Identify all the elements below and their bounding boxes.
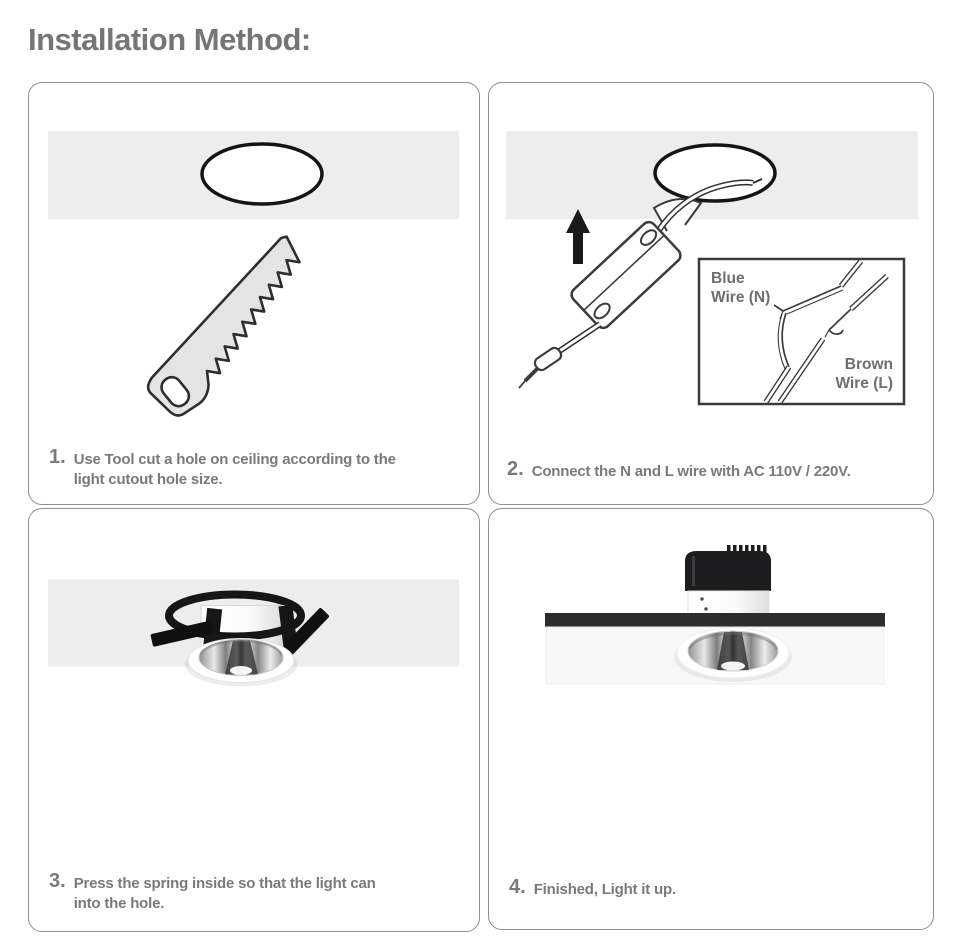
led-driver-box <box>569 219 684 331</box>
step-4-panel <box>488 508 934 930</box>
step-text-line: into the hole. <box>73 895 165 912</box>
page-title: Installation Method: <box>28 22 311 57</box>
step-4-illustration <box>489 509 933 929</box>
installed-downlight-photo <box>545 545 885 684</box>
step-3-panel <box>28 508 480 932</box>
step-text-line: Connect the N and L wire with AC 110V / 220V. <box>531 463 851 480</box>
blue-wire-label <box>711 269 770 307</box>
step-1-illustration <box>29 83 479 504</box>
step-text-line: Finished, Light it up. <box>533 881 676 898</box>
brown-wire-label-line: Brown <box>844 356 893 373</box>
step-text-line: Use Tool cut a hole on ceiling according to the <box>73 451 396 468</box>
step-2-caption <box>507 459 851 482</box>
step-1-panel <box>28 82 480 505</box>
step-number: 2. <box>507 458 524 480</box>
step-4-caption <box>509 877 676 900</box>
input-wire <box>519 324 600 388</box>
ceiling-edge-bar <box>545 613 885 627</box>
step-1-caption <box>49 447 396 490</box>
brown-wire-label-line: Wire (L) <box>835 375 893 392</box>
step-number: 1. <box>49 446 66 468</box>
brown-wire-label <box>835 355 893 393</box>
step-text-line: Press the spring inside so that the light can <box>73 875 376 892</box>
step-3-illustration <box>29 509 479 931</box>
step-3-caption <box>49 871 376 914</box>
heatsink <box>685 545 771 591</box>
cutout-hole <box>202 144 322 204</box>
handsaw-icon <box>141 235 325 423</box>
cutout-hole <box>655 145 775 201</box>
step-2-panel <box>488 82 934 505</box>
step-text-line: light cutout hole size. <box>73 471 223 488</box>
blue-wire-label-line: Blue <box>711 270 745 287</box>
step-number: 4. <box>509 876 526 898</box>
step-number: 3. <box>49 870 66 892</box>
lamp-body <box>688 591 769 615</box>
blue-wire-label-line: Wire (N) <box>711 289 771 306</box>
